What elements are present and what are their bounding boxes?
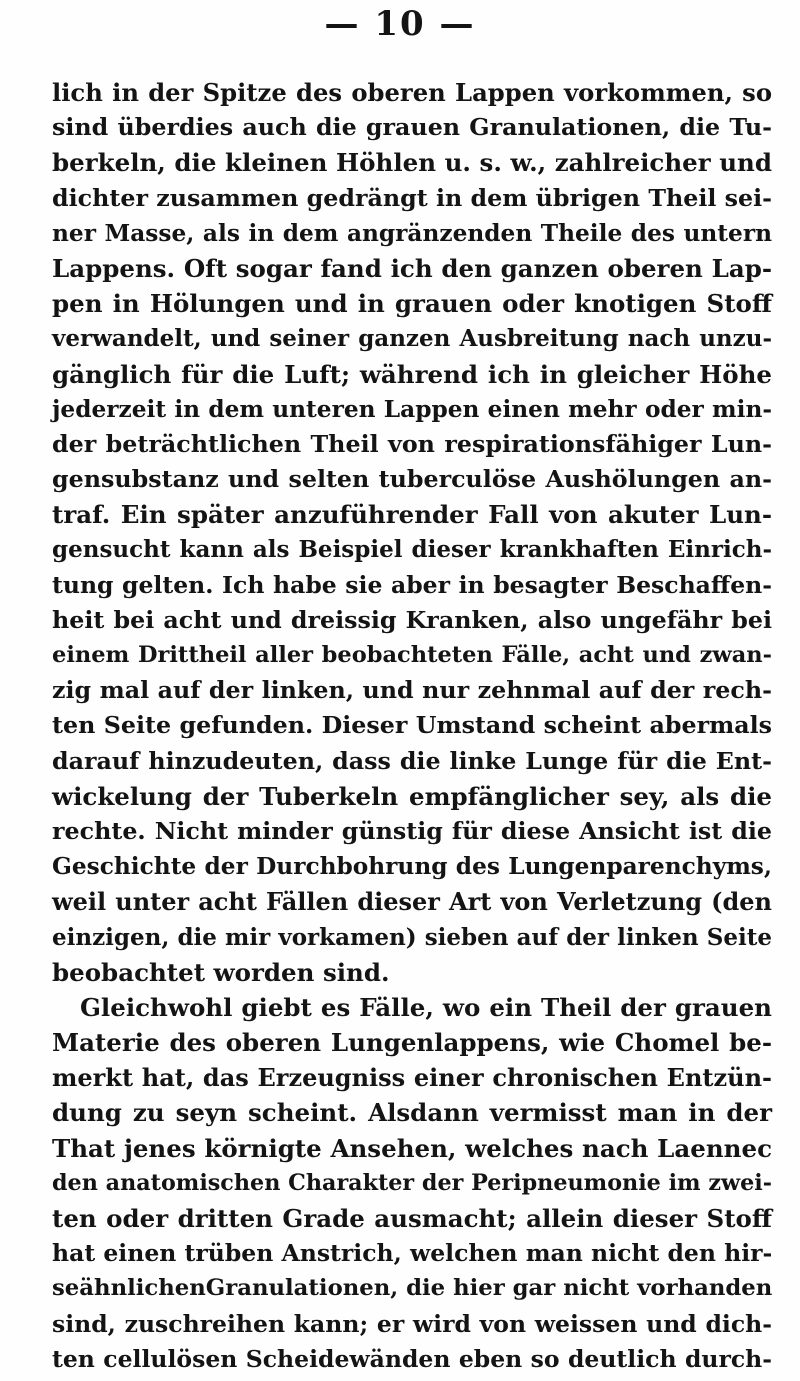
text-line: ten Seite gefunden. Dieser Umstand scheint abermals [52, 711, 772, 740]
body-text [52, 75, 772, 1377]
text-line: sind überdies auch die grauen Granulationen, die Tu- [52, 113, 772, 142]
text-line: seähnlichenGranulationen, die hier gar nicht vorhanden [52, 1275, 773, 1302]
text-line: jederzeit in dem unteren Lappen einen mehr oder min- [52, 395, 772, 423]
page-number: — 10 — [324, 4, 476, 44]
text-line: Lappens. Oft sogar fand ich den ganzen oberen Lap- [52, 253, 772, 283]
text-line: merkt hat, das Erzeugniss einer chronischen Entzün- [52, 1063, 772, 1093]
text-line: lich in der Spitze des oberen Lappen vorkommen, so [52, 78, 772, 107]
text-line: ner Masse, als in dem angränzenden Theile des untern [52, 219, 772, 247]
text-line: sind, zuschreihen kann; er wird von weissen und dich- [52, 1309, 772, 1338]
text-line: den anatomischen Charakter der Peripneumonie im zwei- [52, 1169, 772, 1196]
text-line: wickelung der Tuberkeln empfänglicher sey, als die [52, 781, 772, 811]
text-line: heit bei acht und dreissig Kranken, also ungefähr bei [52, 605, 772, 634]
text-line: That jenes körnigte Ansehen, welches nach Laennec [52, 1133, 772, 1163]
text-line: einem Drittheil aller beobachteten Fälle, acht und zwan- [52, 642, 772, 668]
text-line: gensucht kann als Beispiel dieser krankhaften Einrich- [52, 536, 772, 564]
text-line: einzigen, die mir vorkamen) sieben auf der linken Seite [52, 923, 772, 951]
paragraph-2 [52, 990, 772, 1377]
text-line: ten oder dritten Grade ausmacht; allein dieser Stoff [52, 1204, 772, 1233]
text-line: beobachtet worden sind. [52, 957, 390, 987]
text-line: gensubstanz und selten tuberculöse Aushölungen an- [52, 465, 772, 494]
text-line: Gleichwohl giebt es Fälle, wo ein Theil der grauen [80, 992, 772, 1022]
text-line: zig mal auf der linken, und nur zehnmal auf der rech- [52, 676, 772, 705]
text-line: Materie des oberen Lungenlappens, wie Chomel be- [52, 1028, 772, 1058]
text-line: berkeln, die kleinen Höhlen u. s. w., zahlreicher und [52, 148, 772, 178]
text-line: ten cellulösen Scheidewänden eben so deutlich durch- [52, 1344, 772, 1373]
text-line: Geschichte der Durchbohrung des Lungenparenchyms, [52, 853, 772, 881]
text-line: der beträchtlichen Theil von respirationsfähiger Lun- [52, 429, 772, 458]
text-line: tung gelten. Ich habe sie aber in besagter Beschaffen- [52, 570, 772, 599]
text-line: dung zu seyn scheint. Alsdann vermisst man in der [52, 1098, 772, 1128]
text-line: hat einen trüben Anstrich, welchen man nicht den hir- [52, 1239, 773, 1268]
text-line: traf. Ein später anzuführender Fall von akuter Lun- [52, 500, 772, 530]
text-line: gänglich für die Luft; während ich in gleicher Höhe [52, 359, 772, 389]
text-line: darauf hinzudeuten, dass die linke Lunge für die Ent- [52, 746, 772, 775]
paragraph-1 [52, 75, 772, 990]
text-line: dichter zusammen gedrängt in dem übrigen Theil sei- [52, 183, 773, 212]
text-line: rechte. Nicht minder günstig für diese Ansicht ist die [52, 816, 772, 845]
text-line: weil unter acht Fällen dieser Art von Verletzung (den [52, 887, 772, 917]
text-line: pen in Hölungen und in grauen oder knotigen Stoff [52, 289, 772, 319]
text-line: verwandelt, und seiner ganzen Ausbreitung nach unzu- [52, 325, 772, 353]
